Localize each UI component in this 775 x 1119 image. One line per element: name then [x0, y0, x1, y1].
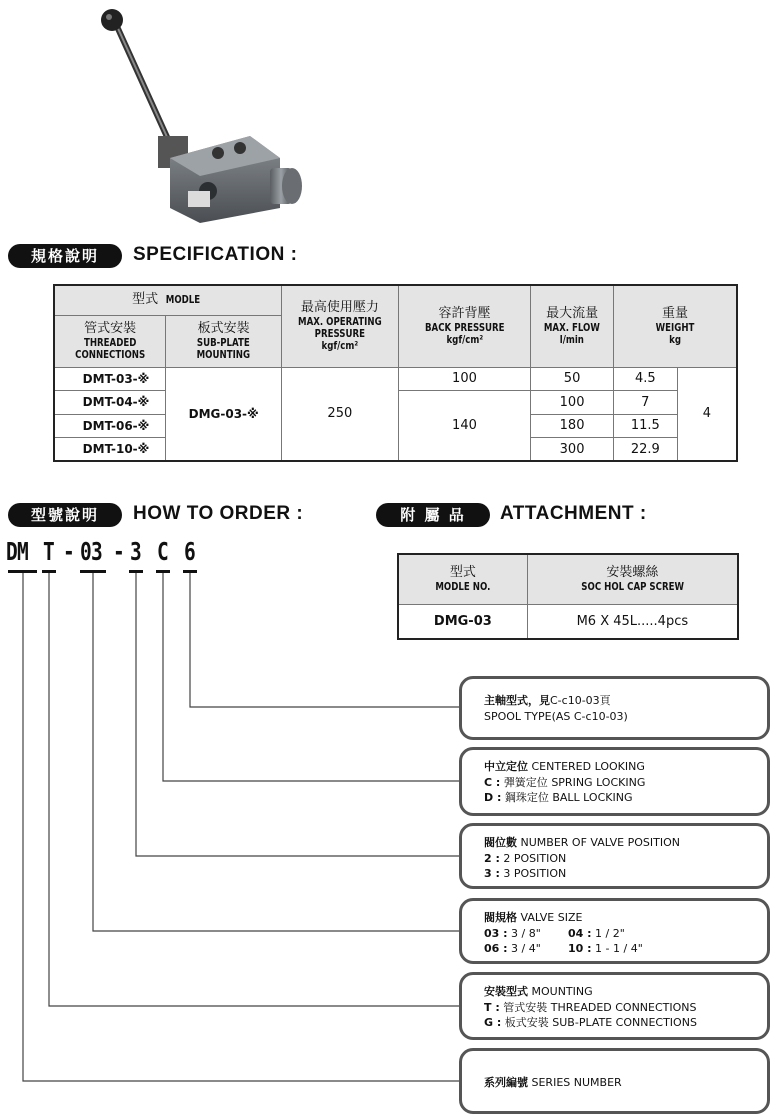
weight-cell: 22.9 — [613, 438, 677, 462]
attachment-model-header: 型式 MODLE NO. — [398, 554, 527, 604]
attachment-screw-cell: M6 X 45L.....4pcs — [527, 604, 738, 639]
max-flow-header: 最大流量 MAX. FLOW l/min — [531, 285, 614, 367]
weight-cell: 11.5 — [613, 414, 677, 438]
back-pressure-cell: 100 — [398, 367, 531, 391]
weight-cell: 7 — [613, 391, 677, 415]
code-series: DM — [6, 537, 28, 566]
max-pressure-cell: 250 — [282, 367, 399, 461]
valve-position-box: 閥位數 NUMBER OF VALVE POSITION 2 : 2 POSITION 3 : 3 POSITION — [459, 823, 770, 889]
subplate-model-cell: DMG-03-※ — [166, 367, 282, 461]
code-mounting: T — [43, 537, 54, 566]
attachment-section-title: ATTACHMENT : — [500, 503, 647, 524]
model-header: 型式 MODLE — [54, 285, 282, 315]
back-pressure-header: 容許背壓 BACK PRESSURE kgf/cm² — [398, 285, 531, 367]
attachment-section-badge: 附 屬 品 — [376, 503, 490, 527]
mounting-box: 安裝型式 MOUNTING T : 管式安裝 THREADED CONNECTIONS G : 板式安裝 SUB-PLATE CONNECTIONS — [459, 972, 770, 1040]
model-cell: DMT-06-※ — [54, 414, 166, 438]
model-cell: DMT-10-※ — [54, 438, 166, 462]
attachment-screw-header: 安裝螺絲 SOC HOL CAP SCREW — [527, 554, 738, 604]
center-locking-box: 中立定位 CENTERED LOOKING C : 彈簧定位 SPRING LOCKING D : 鋼珠定位 BALL LOCKING — [459, 747, 770, 816]
weight-header: 重量 WEIGHT kg — [613, 285, 737, 367]
valve-size-box: 閥規格 VALVE SIZE 03 : 3 / 8" 04 : 1 / 2" 06 : 3 / 4" 10 : 1 - 1 / 4" — [459, 898, 770, 964]
flow-cell: 50 — [531, 367, 614, 391]
code-center: C — [157, 537, 168, 566]
subplate-weight-cell: 4 — [677, 367, 737, 461]
order-section-badge: 型號說明 — [8, 503, 122, 527]
flow-cell: 180 — [531, 414, 614, 438]
max-pressure-header: 最高使用壓力 MAX. OPERATING PRESSURE kgf/cm² — [282, 285, 399, 367]
code-spool: 6 — [184, 537, 195, 566]
spec-section-title: SPECIFICATION : — [133, 244, 298, 265]
table-row — [398, 604, 738, 639]
attachment-model-cell: DMG-03 — [398, 604, 527, 639]
model-cell: DMT-04-※ — [54, 391, 166, 415]
flow-cell: 300 — [531, 438, 614, 462]
code-dash-2: - — [113, 537, 124, 566]
code-position: 3 — [130, 537, 141, 566]
spool-type-box: 主軸型式，見C-c10-03頁 SPOOL TYPE(AS C-c10-03) — [459, 676, 770, 740]
spec-section-badge: 規格說明 — [8, 244, 122, 268]
attachment-table — [397, 553, 739, 640]
code-dash-1: - — [63, 537, 74, 566]
weight-cell: 4.5 — [613, 367, 677, 391]
flow-cell: 100 — [531, 391, 614, 415]
back-pressure-cell: 140 — [398, 391, 531, 462]
subplate-header: 板式安裝 SUB-PLATE MOUNTING — [166, 315, 282, 367]
series-number-box: 系列編號 SERIES NUMBER — [459, 1048, 770, 1114]
code-size: 03 — [80, 537, 102, 566]
order-section-title: HOW TO ORDER : — [133, 503, 304, 524]
threaded-header: 管式安裝 THREADED CONNECTIONS — [54, 315, 166, 367]
model-cell: DMT-03-※ — [54, 367, 166, 391]
